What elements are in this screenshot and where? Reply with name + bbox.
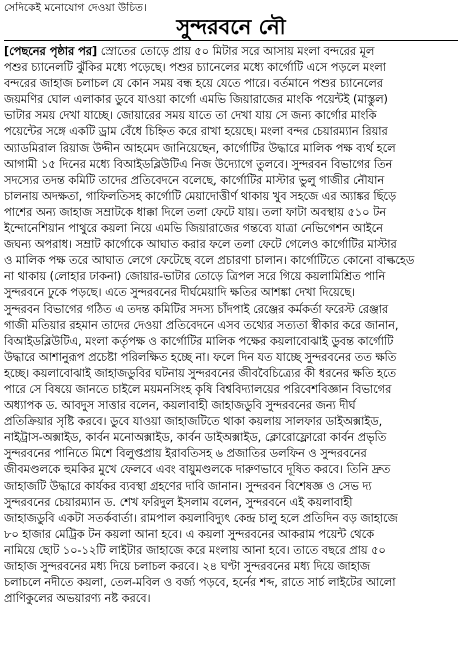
article-line: জীবমণ্ডলকে হুমকির মুখে ফেলবে এবং বায়ুমণ্ডলকে দারুণভাবে দূষিত করবে। তিনি দ্রুত: [4, 463, 391, 477]
article-line: পয়েন্টের সঙ্গে একটি ড্রাম বেঁধে চিহ্নিত করে রাখা হয়েছে। মংলা বন্দর চেয়ারম্যান রিয়ার: [4, 125, 388, 139]
article-line: জাহাজটি উদ্ধারে কার্যকর ব্যবস্থা গ্রহণের দাবি জানান। সুন্দরবন বিশেষজ্ঞ ও সেভ দ্য: [4, 479, 372, 493]
article-line: প্রাণিকুলের অভয়ারণ্য নষ্ট করবে।: [4, 592, 151, 606]
article-line-text: স্রোতের তোড়ে প্রায় ৫০ মিটার সরে আসায় মংলা বন্দরের মূল: [97, 45, 375, 58]
article-line: চালনায় অদক্ষতা, গাফিলতিসহ কার্গোটি মেয়াদোত্তীর্ণ থাকায় খুব সহজে এর অ্যাঙ্কর ছিঁড়ে: [4, 189, 397, 203]
article-line: ৮০ হাজার মেট্রিক টন কয়লা আনা হবে। এ কয়লা সুন্দরবনের আকরাম পয়েন্ট থেকে: [4, 527, 375, 541]
article-line: প্রতিক্রিয়ার সৃষ্টি করবে। ডুবে যাওয়া জাহাজটিতে থাকা কয়লায় সালফার ডাইঅক্সাইড,: [4, 415, 383, 429]
article-line: সুন্দরবনের চেয়ারম্যান ড. শেখ ফরিদুল ইসলাম বলেন, সুন্দরবনে এই কয়লাবাহী: [4, 495, 353, 509]
article-line: বন্দরের জাহাজ চলাচল যে কোন সময় বন্ধ হয়ে যেতে পারে। বর্তমানে পশুর চ্যানেলের: [4, 77, 383, 91]
article-line: [4, 44, 458, 60]
article-line: সুন্দরবন বিভাগের গঠিত এ তদন্ত কমিটির সদস্য চাঁদপাই রেঞ্জের কর্মকর্তা ফরেস্ট রেঞ্জার: [4, 302, 389, 316]
article-line: ও মালিক পক্ষ তরে আঘাত লেগে ফেটেছে বলে প্রচারণা চালান। কার্গোটিতে কোনো বাল্কহেড: [4, 254, 415, 268]
continuation-lead: [পেছনের পৃষ্ঠার পর]: [4, 45, 98, 58]
article-line: নামিয়ে ছোট ১০-১২টি লাইটার জাহাজে করে মংলায় আনা হবে। তাতে বছরে প্রায় ৫০: [4, 543, 386, 557]
article-line: পাশের অন্য জাহাজ সম্রাটকে ধাক্কা দিলে তলা ফেটে যায়। তলা ফাটা অবস্থায় ৫১০ টন: [4, 205, 386, 219]
article-line: জঘন্য অপরাধ। সম্রাট কার্গোকে আঘাত করার ফলে তলা ফেটে গেলেও কার্গোটির মাস্টার: [4, 238, 397, 252]
article-line: বিআইডব্লিউটিএ, মংলা কর্তৃপক্ষ ও কার্গোটির মালিক পক্ষের কয়লাবোঝাই ডুবন্ত কার্গোটি: [4, 334, 394, 348]
article-line: জাহাজ সুন্দরবনের মধ্য দিয়ে চলাচল করবে। ২৪ ঘণ্টা সুন্দরবনের মধ্য দিয়ে জাহাজ: [4, 560, 371, 573]
previous-article-fragment: সেদিকেই মনোযোগ দেওয়া উচিত।: [4, 2, 147, 14]
article-line: হচ্ছে। কয়লাবোঝাই জাহাজডুবির ঘটনায় সুন্দরবনের জীববৈচিত্র্যের কী ধরনের ক্ষতি হতে: [4, 366, 396, 380]
article-line: জয়মণির ঘোল এলাকার ডুবে যাওয়া কার্গো এমভি জিয়ারাজের মাংকি পয়েন্টই (মাস্তুল): [4, 93, 388, 107]
article-line: উদ্ধারে আশানুরূপ প্রচেষ্টা পরিলক্ষিত হচ্ছে না। ফলে দিন যত যাচ্ছে সুন্দরবনের তত ক্ষতি: [4, 350, 397, 364]
article-line: অ্যাডমিরাল রিয়াজ উদ্দীন আহমেদ জানিয়েছেন, কার্গোটির উদ্ধারে মালিক পক্ষ ব্যর্থ হলে: [4, 141, 396, 155]
article-line: সুন্দরবনে ঢুকে পড়ছে। এতে সুন্দরবনের দীর্ঘমেয়াদি ক্ষতির আশঙ্কা দেখা দিয়েছে।: [4, 286, 356, 300]
article-line: না থাকায় (লোহার ঢাকনা) জোয়ার-ভাটার তোড়ে ত্রিপল সরে গিয়ে কয়লামিশ্রিত পানি: [4, 270, 386, 284]
article-line: গাজী মতিয়ার রহমান তাদের দেওয়া প্রতিবেদনে এসব তথ্যের সত্যতা স্বীকার করে জানান,: [4, 318, 399, 332]
article-line: অধ্যাপক ড. আবদুস সাত্তার বলেন, কয়লাবাহী জাহাজডুবি সুন্দরবনের জন্য দীর্ঘ: [4, 399, 356, 413]
article-line: পশুর চ্যানেলটি ঝুঁকির মধ্যে পড়েছে। পশুর চ্যানেলের মধ্যে কার্গোটি এসে পড়লে মংলা: [4, 61, 386, 75]
article-headline: সুন্দরবনে নৌ: [176, 14, 286, 39]
headline-divider: [4, 40, 458, 41]
article-line: জাহাজডুবি একটা সতর্কবার্তা। রামপাল কয়লাবিদ্যুৎ কেন্দ্র চালু হলে প্রতিদিন বড় জাহাজে: [4, 511, 398, 525]
article-line: সুন্দরবনের পানিতে মিশে বিলুপ্তপ্রায় ইরাবতিসহ ৬ প্রজাতির ডলফিন ও সুন্দরবনের: [4, 447, 367, 461]
article-line: নাইট্রাস-অক্সাইড, কার্বন মনোঅক্সাইড, কার্বন ডাইঅক্সাইড, ক্লোরোফ্লোরো কার্বন প্রভৃতি: [4, 431, 387, 445]
article-line: ভাটার সময় দেখা যাচ্ছে। জোয়ারের সময় যাতে তা দেখা যায় সে জন্য কার্গোর মাংকি: [4, 109, 377, 123]
article-line: আগামী ১৫ দিনের মধ্যে বিআইডব্লিউটিএ নিজ উদ্যোগে তুলবে। সুন্দরবন বিভাগের তিন: [4, 157, 393, 171]
article-line: সদস্যের তদন্ত কমিটি তাদের প্রতিবেদনে বলেছে, কার্গোটির মাস্টার ভুলু গাজীর নৌযান: [4, 173, 385, 187]
article-line: চলাচলে নদীতে কয়লা, তেল-মবিল ও বর্জ্য পড়বে, হর্নের শব্দ, রাতে সার্চ লাইটের আলো: [4, 576, 396, 590]
article-line: ইন্দোনেশিয়ান পাথুরে কয়লা নিয়ে এমভি জিয়ারাজের গন্তব্যে যাত্রা নেভিগেশন আইনে: [4, 222, 383, 236]
article-body: [4, 44, 458, 607]
article-line: পারে সে বিষয়ে জানতে চাইলে ময়মনসিংহ কৃষি বিশ্ববিদ্যালয়ের পরিবেশবিজ্ঞান বিভাগের: [4, 382, 392, 396]
